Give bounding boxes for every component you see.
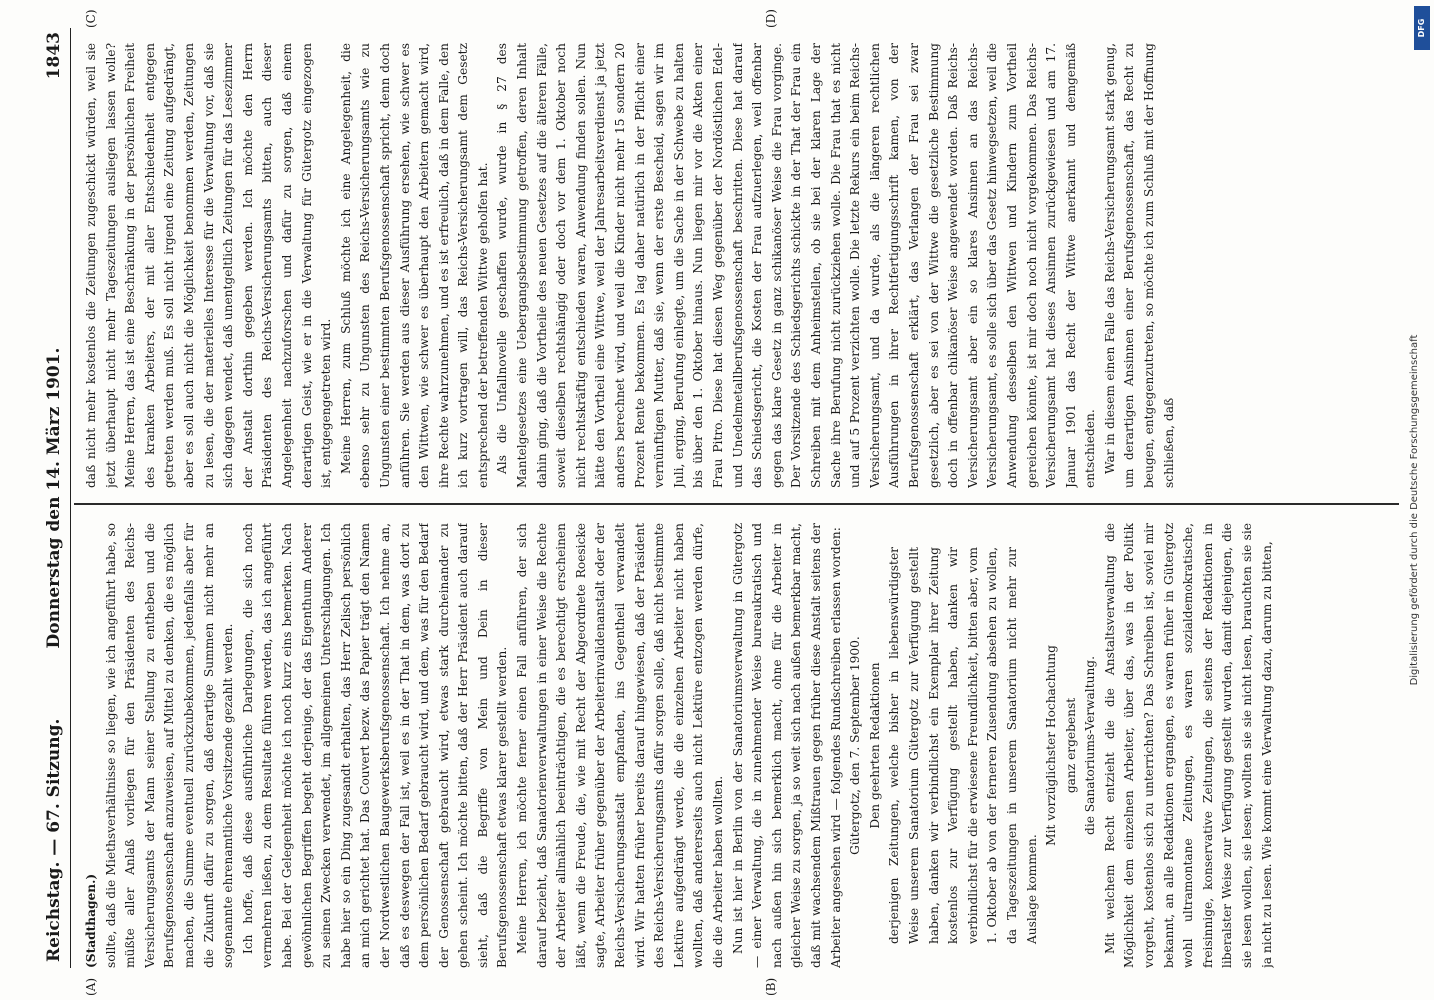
letter-body: derjenigen Zeitungen, welche bisher in liebenswürdigster Weise unserem Sanatorium Gütergotz zur Verfügung gestellt haben, danken wir verbindlichst ein Exemplar ihrer Zeitung kostenlos zur Verfügung gestellt haben, danken wir verbindlichst für die erwiesene Freundlichkeit, bitten aber, vom 1. Oktober ab von der ferneren Zusendung absehen zu wollen, da Tageszeitungen in unserem Sanatorium nicht mehr zur Auslage kommen. [887, 547, 1039, 944]
digitization-credit [1404, 60, 1428, 960]
right-column [82, 43, 1397, 488]
margin-marker-a: (A) [84, 977, 98, 996]
page-number: 1843 [44, 32, 64, 80]
digitization-credit-text: Digitalisierung gefördert durch die Deutsche Forschungsgemeinschaft [1409, 334, 1420, 686]
paragraph: Ich hoffe, daß diese ausführliche Darlegungen, die sich noch vermehren ließen, zu dem Resultate führen werden, das ich angeführt habe. Bei der Gelegenheit möchte ich noch kurz eins bemerken. Nach gewöhnlichen Begriffen begeht derjenige, der das Eigenthum Anderer zu seinen Zwecken verwendet, im allgemeinen Unterschlagungen. Ich habe hier so ein Ding zugesandt erhalten, das Herr Zelisch persönlich an mich gerichtet hat. Das Couvert bezw. das Papier trägt den Namen der Nordwestlichen Baugewerksberufsgenossenschaft. Ich nehme an, daß es deswegen der Fall ist, weil es in der That in dem, was dort zu dem persönlichen Bedarf gebraucht wird, und dem, was für den Bedarf der Genossenschaft gebraucht wird, etwas stark durcheinander zu gehen scheint. Ich möchte bitten, daß der Herr Präsident auch darauf sieht, daß die Begriffe von Mein und Dein in dieser Berufsgenossenschaft etwas klarer gestellt werden. [240, 523, 510, 968]
dfg-logo [1414, 6, 1430, 50]
header-left: Reichstag. — 67. Sitzung. [44, 718, 64, 962]
header-date: Donnerstag den 14. März 1901. [44, 347, 64, 649]
paragraph: Als die Unfallnovelle geschaffen wurde, wurde in § 27 des Mantelgesetzes eine Uebergangsbestimmung getroffen, deren Inhalt dahin ging, daß die Vortheile des neuen Gesetzes auf die älteren Fälle, soweit dieselben rechtshängig oder doch vor dem 1. Oktober noch nicht rechtskräftig entschieden waren, Anwendung finden sollen. Nun hätte den Vortheil eine Wittwe, weil der Jahresarbeitsverdienst ja jetzt anders berechnet wird, und weil die Kinder nicht mehr 15 sondern 20 Prozent Rente bekommen. Es lag daher natürlich in der Pflicht einer vernünftigen Mutter, daß sie, wenn der erste Bescheid, sagen wir im Juli, erging, Berufung einlegte, um die Sache in der Schwebe zu halten bis über den 1. Oktober hinaus. Nun liegen mir vor die Akten einer Frau Pitro. Diese hat diesen Weg gegenüber der Nordöstlichen Edel- und Unedelmetallberufsgenossenschaft beschritten. Diese hat darauf das Schiedsgericht, die Kosten der Frau aufzuerlegen, weil offenbar gegen das klare Gesetz in ganz schikanöser Weise die Frau vorginge. Der Vorsitzende des Schiedsgerichts schickte in der That der Frau ein Schreiben mit dem Anheimstellen, ob sie bei der klaren Lage der Sache ihre Berufung nicht zurückziehen wolle. Die Frau that es nicht und auf 5 Prozent verzichten wolle. Die letzte Rekurs ein beim Reichs-Versicherungsamt, und da wurde, als die längeren rechtlichen Ausführungen in ihrer Rechtfertigungsschrift kamen, von der Berufsgenossenschaft erklärt, das Verlangen der Frau sei zwar gesetzlich, aber es sei von der Wittwe die gesetzliche Bestimmung doch in offenbar chikanöser Weise angewendet worden. Daß Reichs-Versicherungsamt aber ein so klares Ansinnen an das Reichs-Versicherungsamt, es solle sich über das Gesetz hinwegsetzen, weil die Anwendung desselben den Wittwen und Kindern zum Vortheil gereichen könnte, ist mir doch noch nicht vorgekommen. Das Reichs-Versicherungsamt hat dieses Ansinnen zurückgewiesen und am 17. Januar 1901 das Recht der Wittwe anerkannt und demgemäß entschieden. [495, 43, 1098, 488]
rotated-page-content [40, 9, 1410, 996]
column-divider [74, 503, 1399, 505]
page-header [40, 28, 71, 968]
letter-signature: die Sanatoriums-Verwaltung. [1083, 656, 1098, 835]
dfg-logo-text: DFG [1417, 18, 1426, 38]
left-column [82, 523, 1397, 968]
paragraph: Meine Herren, ich möchte ferner einen Fall anführen, der sich darauf bezieht, daß Sanatorienverwaltungen in einer Weise die Rechte der Arbeiter allmählich beeinträchtigen, die es berechtigt erscheinen läßt, wenn die Freude, die, wie mit Recht der Abgeordnete Roesicke sagte, Arbeiter früher gegenüber der Arbeiterinvalidenanstalt oder der Reichs-Versicherungsanstalt empfanden, ins Gegentheil verwandelt wird. Wir hatten früher bereits darauf hingewiesen, daß der Präsident des Reichs-Versicherungsamts dafür sorgen solle, daß nicht bestimmte Lektüre aufgedrängt werde, die die einzelnen Arbeiter nicht haben wollten, daß andererseits auch nicht Lektüre entzogen werden dürfe, die die Arbeiter haben wollten. [515, 523, 725, 968]
letter-salutation: Den geehrten Redaktionen [867, 662, 882, 829]
margin-marker-c: (C) [84, 9, 98, 28]
paragraph: War in diesem einen Falle das Reichs-Versicherungsamt stark genug, um derartigen Ansinnen einer Berufsgenossenschaft, das Recht zu beugen, entgegenzutreten, so möchte ich zum Schluß mit der Hoffnung schließen, daß [1102, 43, 1176, 488]
paragraph: Meine Herren, zum Schluß möchte ich eine Angelegenheit, die ebenso sehr zu Ungunsten des Reichs-Versicherungsamts wie zu Ungunsten einer bestimmten Berufsgenossenschaft spricht, denn doch anführen. Sie werden aus dieser Ausführung ersehen, wie schwer es den Wittwen, wie schwer es überhaupt den Arbeitern gemacht wird, ihre Rechte wahrzunehmen, und es ist erfreulich, daß in dem Falle, den ich kurz vortragen will, das Reichs-Versicherungsamt dem Gesetz entsprechend der betreffenden Wittwe geholfen hat. [338, 43, 490, 488]
letter-date: Gütergotz, den 7. September 1900. [848, 636, 863, 855]
margin-marker-b: (B) [764, 977, 778, 996]
paragraph: sollte, daß die Miethsverhältnisse so liegen, wie ich angeführt habe, so müßte aller Anlaß vorliegen für den Präsidenten des Reichs-Versicherungsamts der Mann seiner Stellung zu entheben und die Berufsgenossenschaft anzuweisen, auf Mittel zu denken, die es möglich machen, die Summe eventuell zurückzubekommen, jedenfalls aber für die Zukunft dafür zu sorgen, daß derartige Summen nicht mehr an sogenannte ehrenamtliche Vorsitzende gezahlt werden. [103, 523, 236, 968]
speaker-label: (Stadthagen.) [84, 873, 98, 968]
letter-closing-2: ganz ergebenst [1063, 697, 1078, 794]
margin-marker-d: (D) [764, 9, 778, 28]
paragraph: daß nicht mehr kostenlos die Zeitungen zugeschickt würden, weil sie jetzt überhaupt nicht mehr Tageszeitungen ausliegen lassen wolle? Meine Herren, das ist eine Beschränkung in der persönlichen Freiheit des kranken Arbeiters, der mit aller Entschiedenheit entgegen getreten werden muß. Es soll nicht irgend eine Zeitung aufgedrängt, aber es soll auch nicht die Möglichkeit benommen werden, Zeitungen zu lesen, die der materielles Interesse für die Verwaltung vor, daß sie sich dagegen wendet, daß unentgeltlich Zeitungen für das Lesezimmer der Anstalt dorthin gegeben werden. Ich möchte den Herrn Präsidenten des Reichs-Versicherungsamts bitten, auch dieser Angelegenheit nachzuforschen und dafür zu sorgen, daß einem derartigen Geist, wie er in die Verwaltung für Gütergotz eingezogen ist, entgegengetreten wird. [84, 43, 334, 488]
paragraph: Mit welchem Recht entzieht die die Anstaltsverwaltung die Möglichkeit dem einzelnen Arbeiter, über das, was in der Politik vorgeht, kostenlos sich zu unterrichten? Das Schreiben ist, soviel mir bekannt, an alle Redaktionen ergangen, es waren früher in Gütergotz wohl ultramontane Zeitungen, es waren sozialdemokratische, freisinnige, konservative Zeitungen, die seitens der Redaktionen in liberalster Weise zur Verfügung gestellt wurden, damit diejenigen, die sie lesen wollen, sie lesen; wollten sie sie nicht lesen, brauchten sie sie ja nicht zu lesen. Wie kommt eine Verwaltung dazu, darum zu bitten, [1102, 523, 1274, 968]
paragraph: Nun ist hier in Berlin von der Sanatoriumsverwaltung in Gütergotz — einer Verwaltung, die in zunehmender Weise bureaukratisch und nach außen hin sich bemerklich macht, ohne für die Arbeiter in gleicher Weise zu sorgen, ja so weit sich nach außen bemerkbar macht, daß mit wachsendem Mißtrauen gegen früher diese Anstalt seitens der Arbeiter angesehen wird — folgendes Rundschreiben erlassen worden: [730, 523, 843, 968]
letter-closing: Mit vorzüglichster Hochachtung [1044, 645, 1059, 846]
